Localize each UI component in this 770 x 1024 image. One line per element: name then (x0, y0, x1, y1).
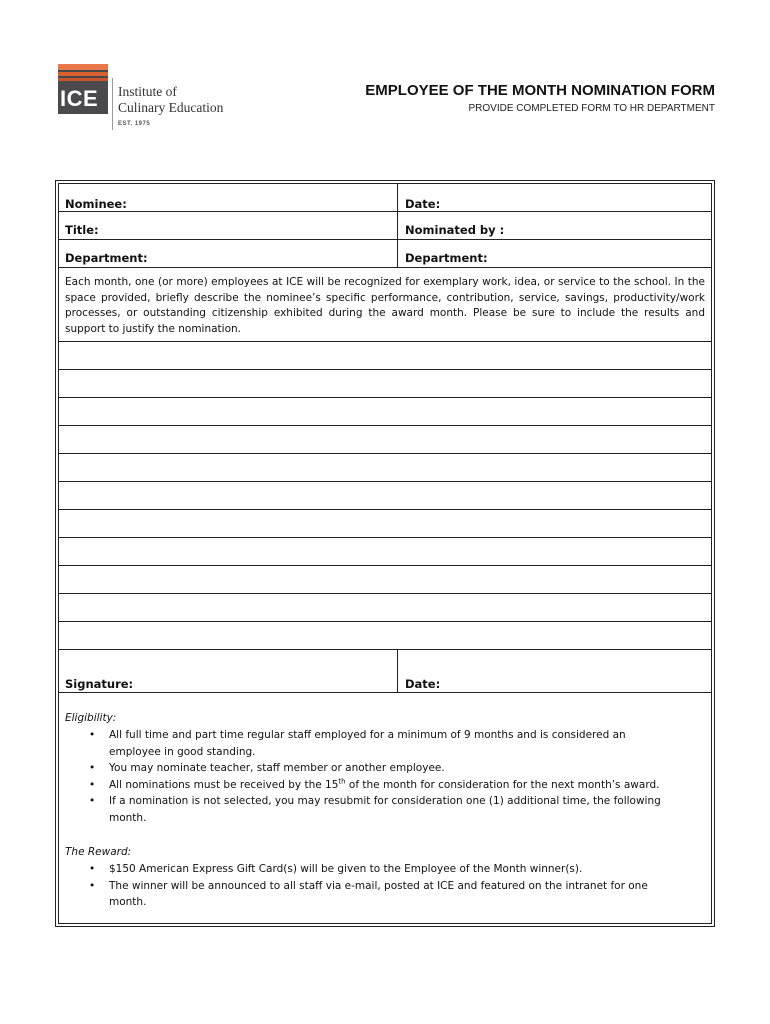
list-item: • All full time and part time regular staff employed for a minimum of 9 months and is considered an employee in good standing. (89, 729, 626, 758)
logo-divider (112, 78, 113, 130)
writing-line (59, 649, 711, 650)
reward-section (65, 844, 705, 911)
writing-line (59, 509, 711, 510)
writing-line (59, 453, 711, 454)
row-divider (59, 239, 711, 240)
list-item: • $150 American Express Gift Card(s) will be given to the Employee of the Month winner(s). (89, 863, 583, 875)
row-divider (59, 692, 711, 693)
writing-line (59, 425, 711, 426)
eligibility-heading: Eligibility: (65, 712, 117, 724)
nomination-form (55, 180, 715, 927)
row-divider (59, 211, 711, 212)
logo-mark (58, 64, 108, 114)
ice-logo (58, 60, 238, 130)
list-item: • The winner will be announced to all staff via e-mail, posted at ICE and featured on the intranet for one month. (89, 879, 648, 908)
writing-line (59, 593, 711, 594)
list-item: • If a nomination is not selected, you may resubmit for consideration one (1) additional time, the following month. (89, 795, 661, 824)
nomination-instructions: Each month, one (or more) employees at ICE will be recognized for exemplary work, idea, or service to the school. In the space provided, briefly describe the nominee’s specific performance, contribution, service, savings, productivity/work processes, or outstanding citizenship exhibited during the award month. Please be sure to include the results and support to justify the nomination. (65, 276, 705, 335)
logo-abbrev: ICE (60, 86, 99, 111)
writing-line (59, 341, 711, 342)
list-item: • You may nominate teacher, staff member or another employee. (89, 762, 445, 774)
writing-line (59, 397, 711, 398)
form-inner-border (58, 183, 712, 924)
signature-column-divider (397, 649, 398, 692)
eligibility-section (65, 710, 705, 826)
department-label-right[interactable]: Department: (405, 251, 488, 265)
form-title: EMPLOYEE OF THE MONTH NOMINATION FORM (365, 82, 715, 99)
signature-label[interactable]: Signature: (65, 677, 134, 691)
department-label-left[interactable]: Department: (65, 251, 148, 265)
signature-date-label[interactable]: Date: (405, 677, 441, 691)
writing-line (59, 621, 711, 622)
nominee-label[interactable]: Nominee: (65, 197, 127, 211)
writing-line (59, 537, 711, 538)
logo-est: EST. 1975 (118, 121, 151, 127)
list-item: • All nominations must be received by the 15th of the month for consideration for the next month’s award. (89, 777, 660, 791)
date-label[interactable]: Date: (405, 197, 441, 211)
title-label[interactable]: Title: (65, 223, 99, 237)
writing-line (59, 481, 711, 482)
nominated-by-label[interactable]: Nominated by : (405, 223, 505, 237)
writing-line (59, 565, 711, 566)
form-subtitle: PROVIDE COMPLETED FORM TO HR DEPARTMENT (468, 103, 715, 114)
logo-line2: Culinary Education (118, 100, 224, 115)
writing-line (59, 369, 711, 370)
logo-line1: Institute of (118, 84, 177, 99)
column-divider (397, 184, 398, 268)
reward-heading: The Reward: (65, 846, 132, 858)
row-divider (59, 267, 711, 268)
